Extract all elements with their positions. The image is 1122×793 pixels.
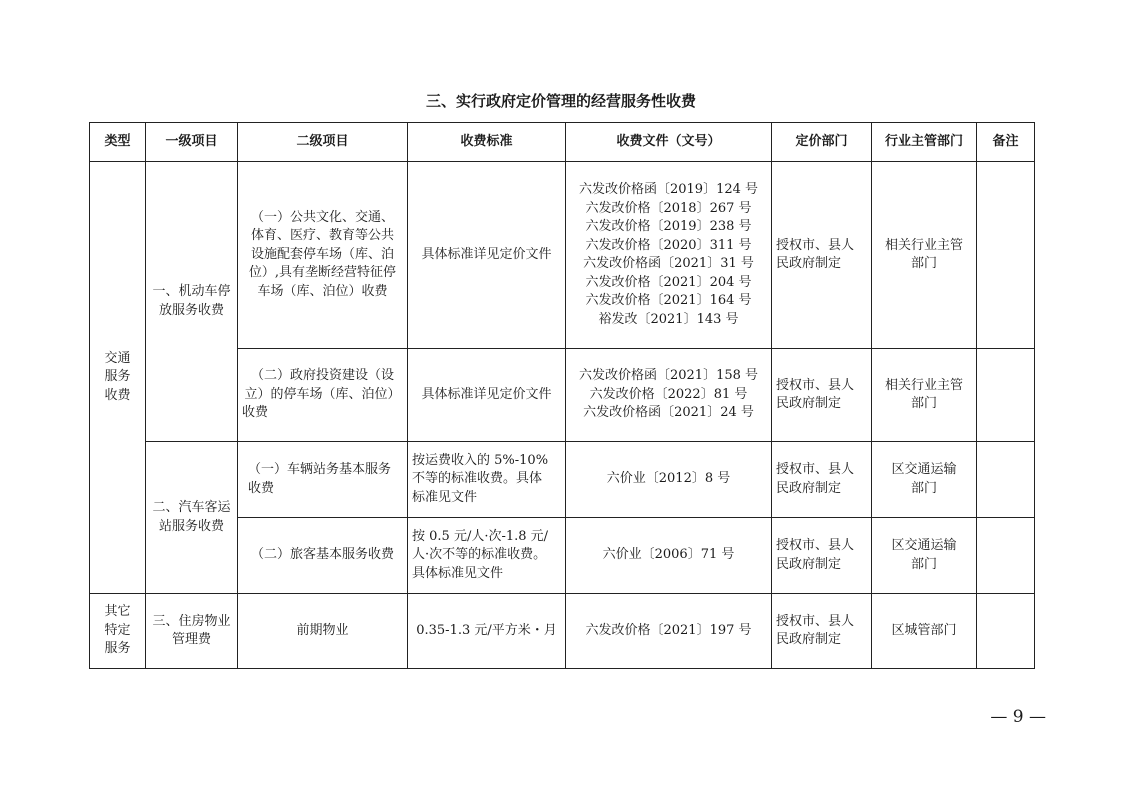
standard-cell: 0.35-1.3 元/平方米・月	[408, 594, 566, 669]
table-row	[90, 162, 1035, 349]
note-cell	[977, 594, 1035, 669]
industry-dept-cell: 区交通运输 部门	[872, 518, 977, 594]
level2-cell: （二）旅客基本服务收费	[238, 518, 408, 594]
standard-cell: 按运费收入的 5%-10% 不等的标准收费。具体 标准见文件	[408, 442, 566, 518]
header-standard: 收费标准	[408, 123, 566, 162]
note-cell	[977, 349, 1035, 442]
docs-cell: 六价业〔2012〕8 号	[566, 442, 772, 518]
level2-cell: （一）车辆站务基本服务 收费	[238, 442, 408, 518]
fee-table	[89, 122, 1035, 669]
level1-cell-housing: 三、住房物业 管理费	[146, 594, 238, 669]
pricing-dept-cell: 授权市、县人 民政府制定	[772, 162, 872, 349]
level2-cell: （二）政府投资建设（设 立）的停车场（库、泊位） 收费	[238, 349, 408, 442]
header-pricing-dept: 定价部门	[772, 123, 872, 162]
note-cell	[977, 442, 1035, 518]
note-cell	[977, 162, 1035, 349]
table-row	[90, 442, 1035, 518]
header-docs: 收费文件（文号）	[566, 123, 772, 162]
header-level2: 二级项目	[238, 123, 408, 162]
header-industry-dept: 行业主管部门	[872, 123, 977, 162]
header-row	[90, 123, 1035, 162]
level1-cell-bus: 二、汽车客运 站服务收费	[146, 442, 238, 594]
header-note: 备注	[977, 123, 1035, 162]
industry-dept-cell: 区城管部门	[872, 594, 977, 669]
page-number: — 9 —	[990, 707, 1046, 727]
header-type: 类型	[90, 123, 146, 162]
pricing-dept-cell: 授权市、县人 民政府制定	[772, 349, 872, 442]
note-cell	[977, 518, 1035, 594]
pricing-dept-cell: 授权市、县人 民政府制定	[772, 442, 872, 518]
page-title: 三、实行政府定价管理的经营服务性收费	[425, 92, 696, 110]
table-row	[90, 594, 1035, 669]
docs-cell: 六发改价格函〔2019〕124 号 六发改价格〔2018〕267 号 六发改价格〔2019〕238 号 六发改价格〔2020〕311 号 六发改价格函〔2021〕31 号 六发改价格〔2021〕204 号 六发改价格〔2021〕164 号 裕发改〔2021〕143 号	[566, 162, 772, 349]
pricing-dept-cell: 授权市、县人 民政府制定	[772, 518, 872, 594]
level2-cell: 前期物业	[238, 594, 408, 669]
docs-cell: 六发改价格〔2021〕197 号	[566, 594, 772, 669]
docs-cell: 六价业〔2006〕71 号	[566, 518, 772, 594]
standard-cell: 具体标准详见定价文件	[408, 162, 566, 349]
level2-cell: （一）公共文化、交通、 体育、医疗、教育等公共 设施配套停车场（库、泊 位）,具有垄断经营特征停 车场（库、泊位）收费	[238, 162, 408, 349]
standard-cell: 按 0.5 元/人·次-1.8 元/ 人·次不等的标准收费。 具体标准见文件	[408, 518, 566, 594]
level1-cell-parking: 一、机动车停 放服务收费	[146, 162, 238, 442]
standard-cell: 具体标准详见定价文件	[408, 349, 566, 442]
docs-cell: 六发改价格函〔2021〕158 号 六发改价格〔2022〕81 号 六发改价格函〔2021〕24 号	[566, 349, 772, 442]
industry-dept-cell: 相关行业主管 部门	[872, 162, 977, 349]
industry-dept-cell: 相关行业主管 部门	[872, 349, 977, 442]
type-cell-other: 其它 特定 服务	[90, 594, 146, 669]
header-level1: 一级项目	[146, 123, 238, 162]
pricing-dept-cell: 授权市、县人 民政府制定	[772, 594, 872, 669]
industry-dept-cell: 区交通运输 部门	[872, 442, 977, 518]
type-cell-traffic: 交通 服务 收费	[90, 162, 146, 594]
